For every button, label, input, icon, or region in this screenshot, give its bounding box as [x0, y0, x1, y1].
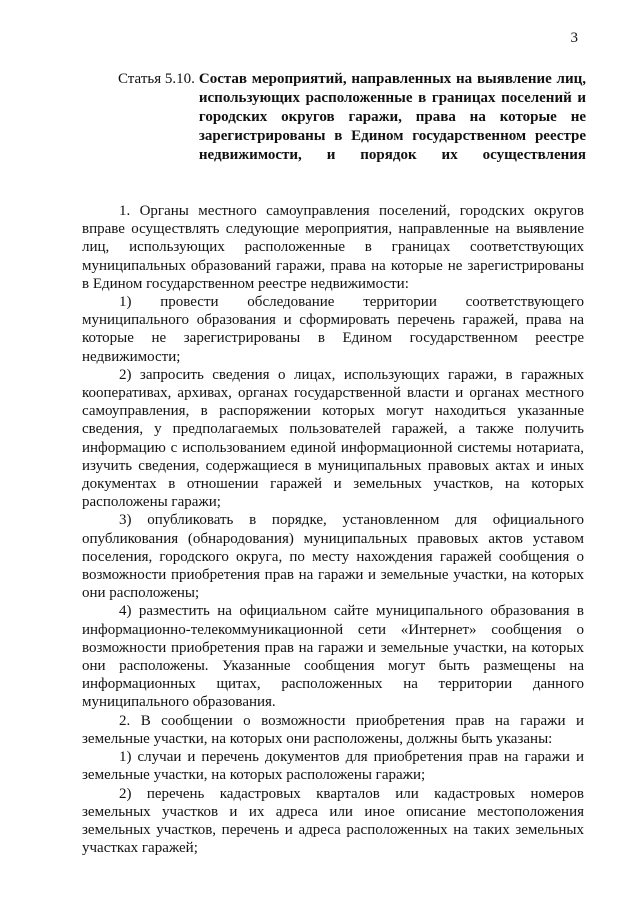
paragraph-2-item-2: 2) перечень кадастровых кварталов или кадастровых номеров земельных участков и их адреса или иное описание местоположения земельных участков, перечень и адреса расположенных на таких земельных участках гаражей;: [82, 785, 584, 857]
paragraph-2-item-1: 1) случаи и перечень документов для приобретения прав на гаражи и земельные участки, на которых расположены гаражи;: [82, 749, 584, 784]
paragraph-1-item-1: 1) провести обследование территории соответствующего муниципального образования и сформировать перечень гаражей, права на которые не зарегистрированы в Едином государственном реестре недвижимости;: [82, 294, 584, 365]
paragraph-1: 1. Органы местного самоуправления поселений, городских округов вправе осуществлять следующие мероприятия, направленные на выявление лиц, использующих расположенные в границах соответствующих муниципальных образований гаражи, права на которые не зарегистрированы в Едином государственном реестре недвижимости:: [82, 203, 584, 292]
paragraph-1-item-2: 2) запросить сведения о лицах, использующих гаражи, в гаражных кооперативах, архивах, органах государственной власти и органах местного самоуправления, в распоряжении которых могут находиться указанные сведения, у предполагаемых пользователей гаражей, а также получить информацию с использованием единой информационной системы нотариата, изучить сведения, содержащиеся в муниципальных правовых актах и иных документах в отношении гаражей и земельных участков, на которых расположены гаражи;: [82, 366, 584, 511]
paragraph-1-item-4: 4) разместить на официальном сайте муниципального образования в информационно-телекоммуникационной сети «Интернет» сообщения о возможности приобретения прав на гаражи и земельные участки, на которых они расположены. Указанные сообщения могут быть размещены на информационных щитах, расположенных на территории данного муниципального образования.: [82, 603, 584, 711]
paragraph-2: 2. В сообщении о возможности приобретения прав на гаражи и земельные участки, на которых они расположены, должны быть указаны:: [82, 712, 584, 747]
article-heading: [118, 70, 586, 165]
page-number: 3: [570, 30, 578, 46]
article-title: Состав мероприятий, направленных на выявление лиц, использующих расположенные в границах поселений и городских округов гаражи, права на которые не зарегистрированы в Едином государственном реестре недвижимости, и порядок их осуществления: [198, 71, 586, 163]
article-body: [82, 202, 584, 857]
paragraph-1-item-3: 3) опубликовать в порядке, установленном для официального опубликования (обнародования) муниципальных правовых актов уставом поселения, городского округа, по месту нахождения гаражей сообщения о возможности приобретения прав на гаражи и земельные участки, на которых они расположены;: [82, 512, 584, 602]
article-label: Статья 5.10.: [118, 71, 195, 87]
